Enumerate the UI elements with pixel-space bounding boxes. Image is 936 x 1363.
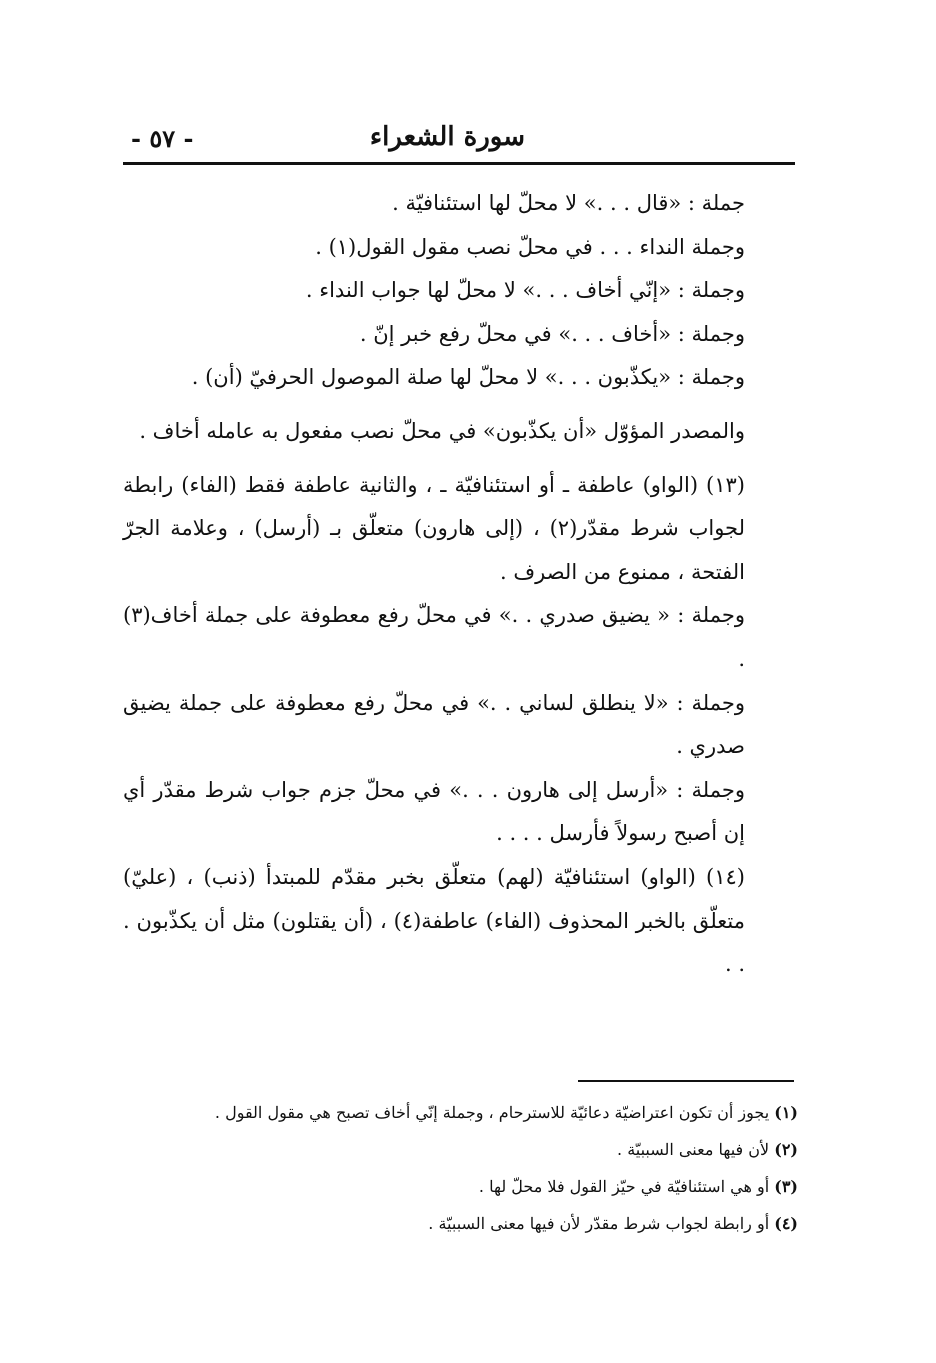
paragraph-gap xyxy=(123,400,795,410)
paragraph: وجملة : «أرسل إلى هارون . . .» في محلّ جزم جواب شرط مقدّر أي إن أصبح رسولاً فأرسل . . . . xyxy=(123,777,745,846)
paragraph: (١٤) (الواو) استئنافيّة (لهم) متعلّق بخبر مقدّم للمبتدأ (ذنب) ، (عليّ) متعلّق بالخبر المحذوف (الفاء) عاطفة(٤) ، (أن يقتلون) مثل أن يكذّبون . . . xyxy=(123,864,745,977)
footnotes xyxy=(108,1094,798,1242)
footnote xyxy=(108,1168,798,1205)
paragraph: وجملة : « يضيق صدري . .» في محلّ رفع معطوفة على جملة أخاف(٣) . xyxy=(123,603,745,671)
main-text xyxy=(123,182,795,987)
footnote xyxy=(108,1131,798,1168)
footnote-text: لأن فيها معنى السببيّة . xyxy=(617,1140,770,1159)
paragraph: وجملة النداء . . . في محلّ نصب مقول القول(١) . xyxy=(315,234,745,259)
paragraph: وجملة : «إنّي أخاف . . .» لا محلّ لها جواب النداء . xyxy=(305,278,745,303)
paragraph: (١٣) (الواو) عاطفة ـ أو استئنافيّة ـ ، والثانية عاطفة فقط (الفاء) رابطة لجواب شرط مقدّر(٢) ، (إلى هارون) متعلّق بـ (أرسل) ، وعلامة الجرّ الفتحة ، ممنوع من الصرف . xyxy=(123,472,746,584)
footnote-divider xyxy=(578,1080,794,1082)
header-divider xyxy=(123,162,795,165)
footnote xyxy=(108,1205,798,1242)
paragraph: وجملة : «أخاف . . .» في محلّ رفع خبر إنّ . xyxy=(359,321,745,346)
running-title: سورة الشعراء xyxy=(369,122,525,152)
paragraph: وجملة : «يكذّبون . . .» لا محلّ لها صلة الموصول الحرفيّ (أن) . xyxy=(191,365,745,390)
footnote-number: (٢) xyxy=(774,1140,798,1159)
page-number: - ٥٧ - xyxy=(131,124,194,153)
footnote-text: أو هي استئنافيّة في حيّز القول فلا محلّ لها . xyxy=(478,1177,770,1196)
footnote-text: أو رابطة لجواب شرط مقدّر لأن فيها معنى السببيّة . xyxy=(428,1214,770,1233)
paragraph: وجملة : «لا ينطلق لساني . .» في محلّ رفع معطوفة على جملة يضيق صدري . xyxy=(123,690,745,759)
footnote-text: يجوز أن تكون اعتراضيّة دعائيّة للاسترحام ، وجملة إنّي أخاف تصبح هي مقول القول . xyxy=(214,1103,770,1122)
paragraph-gap xyxy=(123,454,795,464)
paragraph: والمصدر المؤوّل «أن يكذّبون» في محلّ نصب مفعول به عامله أخاف . xyxy=(139,418,745,443)
footnote-number: (٤) xyxy=(774,1214,798,1233)
footnote-number: (١) xyxy=(774,1103,798,1122)
page-header xyxy=(123,122,795,162)
paragraph: جملة : «قال . . .» لا محلّ لها استئنافيّة . xyxy=(392,191,745,215)
footnote xyxy=(108,1094,798,1131)
footnote-number: (٣) xyxy=(774,1177,798,1196)
